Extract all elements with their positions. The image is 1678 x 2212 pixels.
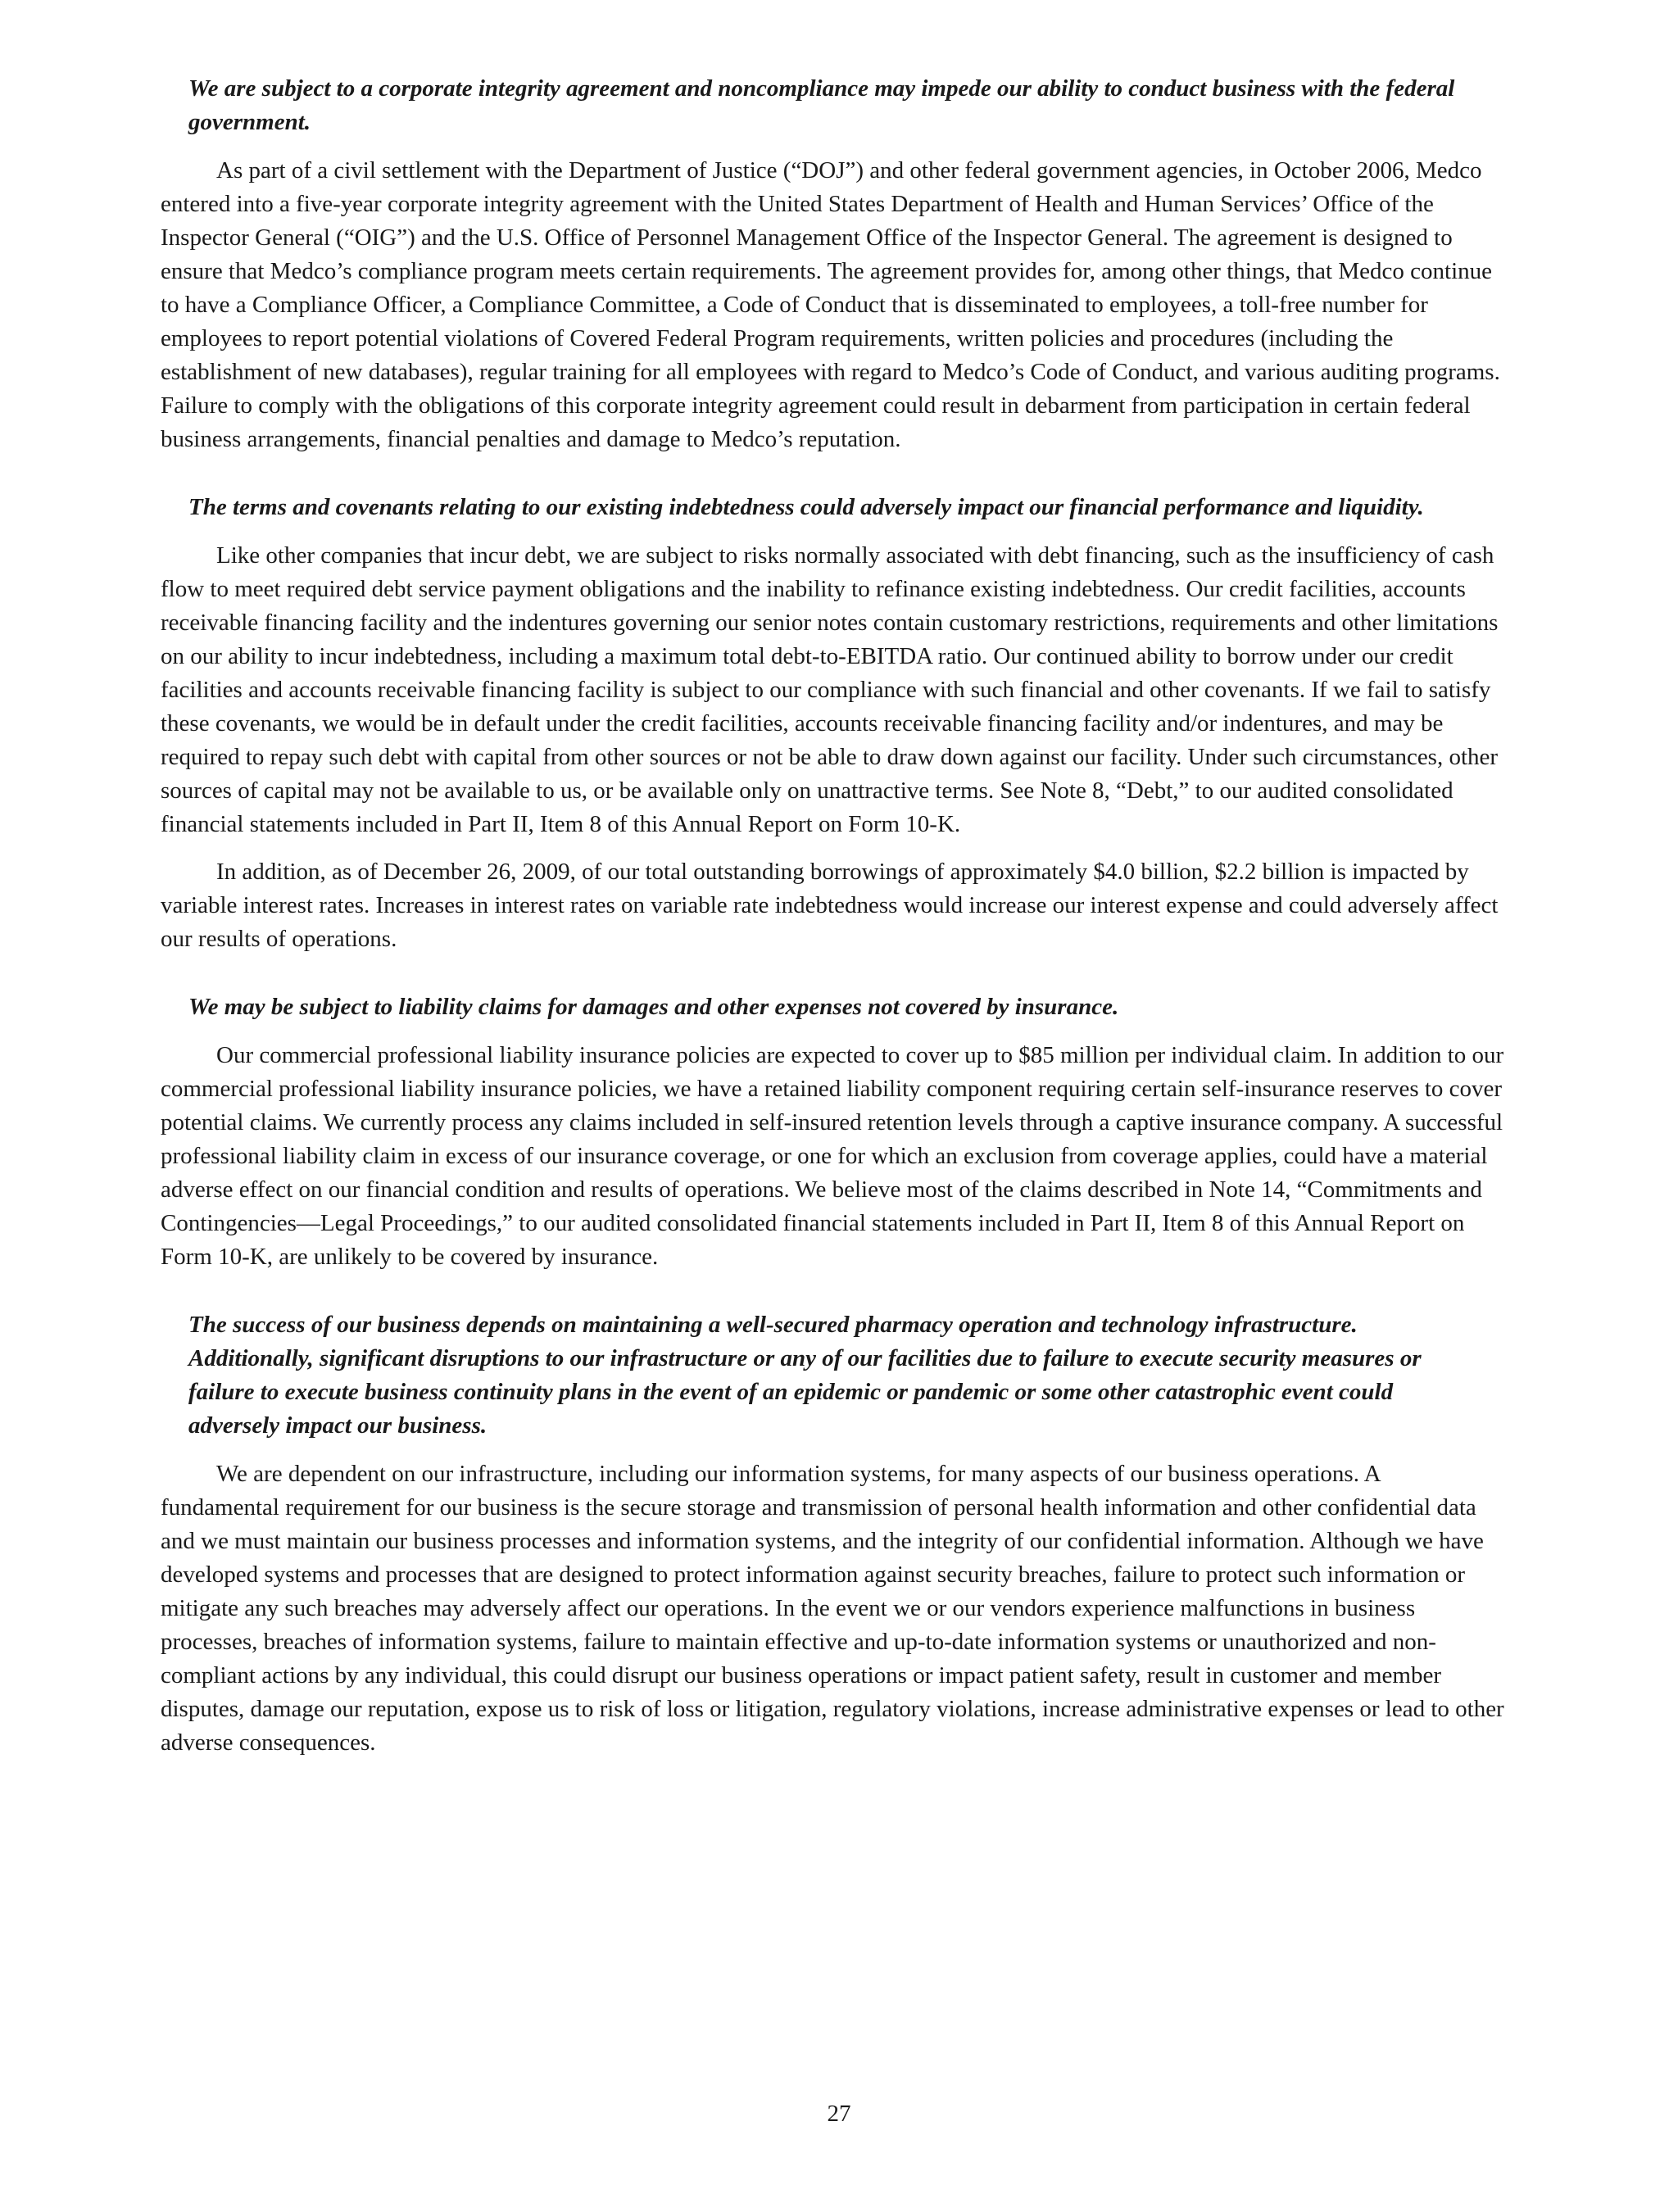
- document-page: [161, 72, 1504, 1774]
- section-liability-claims: [161, 990, 1504, 1274]
- body-paragraph: In addition, as of December 26, 2009, of our total outstanding borrowings of approximately $4.0 billion, $2.2 billion is impacted by variable interest rates. Increases in interest rates on variable rate indebtedness would increase our interest expense and could adversely affect our results of operations.: [161, 859, 1499, 952]
- page-number: 27: [827, 2101, 851, 2127]
- body-paragraph: As part of a civil settlement with the Department of Justice (“DOJ”) and other federal government agencies, in October 2006, Medco entered into a five-year corporate integrity agreement with the United States Department of Health and Human Services’ Office of the Inspector General (“OIG”) and the U.S. Office of Personnel Management Office of the Inspector General. The agreement is designed to ensure that Medco’s compliance program meets certain requirements. The agreement provides for, among other things, that Medco continue to have a Compliance Officer, a Compliance Committee, a Code of Conduct that is disseminated to employees, a toll-free number for employees to report potential violations of Covered Federal Program requirements, written policies and procedures (including the establishment of new databases), regular training for all employees with regard to Medco’s Code of Conduct, and various auditing programs. Failure to comply with the obligations of this corporate integrity agreement could result in debarment from participation in certain federal business arrangements, financial penalties and damage to Medco’s reputation.: [161, 157, 1500, 452]
- section-heading: The terms and covenants relating to our existing indebtedness could adversely impact our financial performance and liquidity.: [188, 494, 1424, 520]
- section-heading: We may be subject to liability claims for damages and other expenses not covered by insurance.: [188, 994, 1119, 1020]
- section-indebtedness: [161, 491, 1504, 956]
- body-paragraph: Like other companies that incur debt, we are subject to risks normally associated with debt financing, such as the insufficiency of cash flow to meet required debt service payment obligations and the inability to refinance existing indebtedness. Our credit facilities, accounts receivable financing facility and the indentures governing our senior notes contain customary restrictions, requirements and other limitations on our ability to incur indebtedness, including a maximum total debt-to-EBITDA ratio. Our continued ability to borrow under our credit facilities and accounts receivable financing facility is subject to our compliance with such financial and other covenants. If we fail to satisfy these covenants, we would be in default under the credit facilities, accounts receivable financing facility and/or indentures, and may be required to repay such debt with capital from other sources or not be able to draw down against our facility. Under such circumstances, other sources of capital may not be available to us, or be available only on unattractive terms. See Note 8, “Debt,” to our audited consolidated financial statements included in Part II, Item 8 of this Annual Report on Form 10-K.: [161, 542, 1499, 837]
- section-corporate-integrity: [161, 72, 1504, 456]
- body-paragraph: Our commercial professional liability insurance policies are expected to cover up to $85 million per individual claim. In addition to our commercial professional liability insurance policies, we have a retained liability component requiring certain self-insurance reserves to cover potential claims. We currently process any claims included in self-insured retention levels through a captive insurance company. A successful professional liability claim in excess of our insurance coverage, or one for which an exclusion from coverage applies, could have a material adverse effect on our financial condition and results of operations. We believe most of the claims described in Note 14, “Commitments and Contingencies—Legal Proceedings,” to our audited consolidated financial statements included in Part II, Item 8 of this Annual Report on Form 10-K, are unlikely to be covered by insurance.: [161, 1042, 1504, 1270]
- body-paragraph: We are dependent on our infrastructure, including our information systems, for many aspects of our business operations. A fundamental requirement for our business is the secure storage and transmission of personal health information and other confidential data and we must maintain our business processes and information systems, and the integrity of our confidential information. Although we have developed systems and processes that are designed to protect information against security breaches, failure to protect such information or mitigate any such breaches may adversely affect our operations. In the event we or our vendors experience malfunctions in business processes, breaches of information systems, failure to maintain effective and up-to-date information systems or unauthorized and non-compliant actions by any individual, this could disrupt our business operations or impact patient safety, result in customer and member disputes, damage our reputation, expose us to risk of loss or litigation, regulatory violations, increase administrative expenses or lead to other adverse consequences.: [161, 1461, 1504, 1756]
- section-heading: The success of our business depends on maintaining a well-secured pharmacy operation and technology infrastructure. Additionally, significant disruptions to our infrastructure or any of our facilities due to failure to execute security measures or failure to execute business continuity plans in the event of an epidemic or pandemic or some other catastrophic event could adversely impact our business.: [188, 1312, 1422, 1439]
- section-infrastructure: [161, 1308, 1504, 1760]
- section-heading: We are subject to a corporate integrity agreement and noncompliance may impede our ability to conduct business with the federal government.: [188, 75, 1455, 135]
